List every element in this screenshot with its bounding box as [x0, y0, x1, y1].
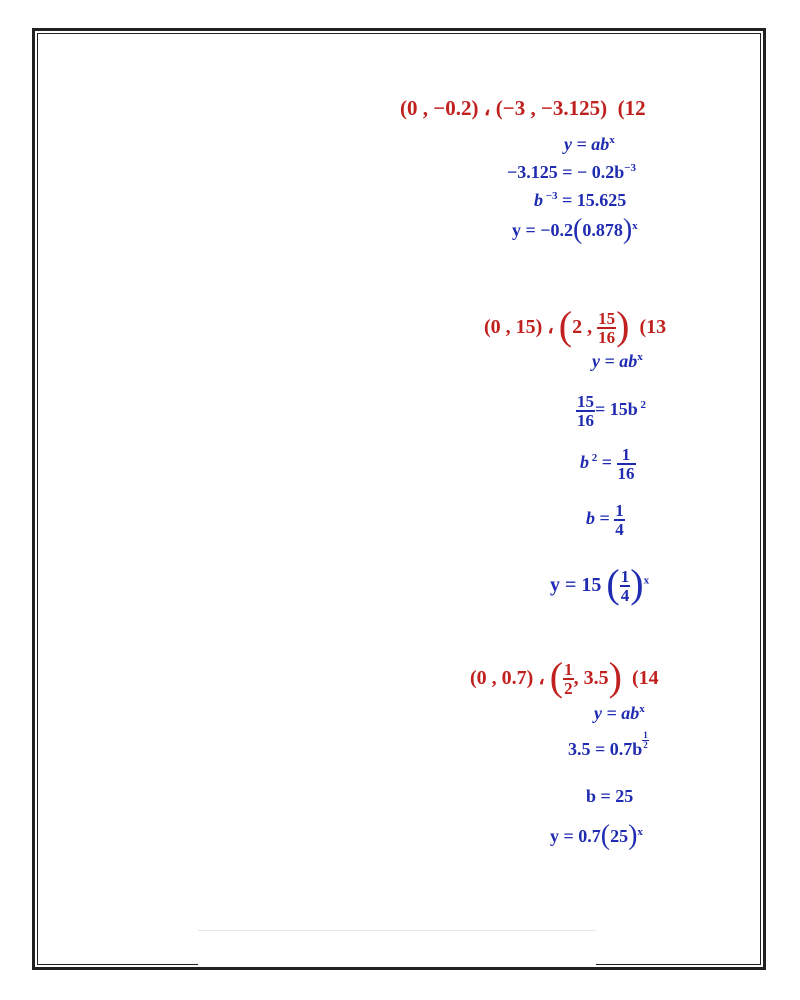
page-border-inner [37, 33, 761, 965]
step-lhs: y [592, 351, 600, 371]
step-eq: = [597, 452, 617, 473]
step-lhs: y [564, 134, 572, 154]
problem-12-header [400, 98, 646, 119]
problem-number: (12 [617, 96, 646, 120]
problem-14-step-3 [586, 787, 633, 805]
step-text: 3.5 = 0.7b [568, 739, 643, 759]
step-rhs: = ab [602, 703, 640, 723]
step-exponent: 2 [637, 399, 647, 412]
problem-14-step-4 [550, 820, 643, 851]
problem-13-step-2 [576, 393, 646, 429]
paren-close: ) [608, 654, 622, 699]
problem-13-step-1 [592, 352, 643, 370]
step-rhs: = 15b [595, 399, 638, 420]
step-exponent: x [637, 351, 643, 363]
point-1: (0 , −0.2) [400, 96, 479, 120]
separator: ، [538, 667, 545, 689]
paren-open: ( [558, 303, 573, 348]
problem-14-step-2 [568, 730, 649, 760]
paren-close: ) [630, 561, 644, 606]
paren-close: ) [622, 214, 633, 245]
footer-blank-strip [198, 930, 596, 967]
step-base: b [580, 452, 589, 473]
step-exponent: x [639, 703, 645, 715]
step-text: y = −0.2 [512, 220, 574, 240]
step-exponent: 2 [589, 452, 598, 465]
step-rhs: = 15.625 [557, 190, 627, 210]
point-1: (0 , 15) [484, 316, 543, 338]
point-1: (0 , 0.7) [470, 667, 534, 689]
step-base: b [534, 190, 543, 210]
step-text: b = 25 [586, 786, 634, 806]
paren-close: ) [616, 303, 630, 348]
problem-12-step-4 [512, 214, 638, 245]
point-2-x: 2 , [572, 316, 593, 338]
problem-12-step-2 [507, 163, 636, 181]
paren-open: ( [600, 820, 611, 851]
paren-close: ) [628, 820, 638, 851]
point-2: (−3 , −3.125) [495, 96, 608, 120]
step-rhs: = ab [600, 351, 638, 371]
problem-13-step-5 [550, 558, 649, 604]
problem-number: (14 [631, 667, 659, 689]
step-exponent-fraction: $\frac{1}{2}$ [643, 730, 648, 751]
problem-13-header [484, 300, 666, 346]
step-text: y = 0.7 [550, 826, 601, 846]
separator: ، [547, 316, 554, 338]
step-exponent: x [637, 826, 643, 838]
step-exponent: −3 [543, 190, 558, 202]
step-fraction: $\frac{1}{16}$ [617, 445, 635, 483]
step-eq: = [595, 508, 615, 529]
step-exponent: x [643, 574, 650, 587]
problem-12-step-1 [564, 135, 615, 153]
paren-open: ( [606, 561, 620, 606]
point-2-x-fraction: $\frac{1}{2}$ [564, 660, 573, 699]
step-exponent: x [609, 134, 615, 146]
step-lhs: y [594, 703, 602, 723]
step-rhs: = ab [572, 134, 610, 154]
step-exponent: −3 [624, 162, 637, 174]
step-text: −3.125 = − 0.2b [507, 162, 625, 182]
problem-13-step-4 [586, 502, 625, 538]
problem-14-step-1 [594, 704, 645, 722]
step-fraction: $\frac{1}{4}$ [620, 567, 630, 606]
problem-13-step-3 [580, 446, 636, 482]
step-inner: 0.878 [582, 220, 623, 240]
step-base: b [586, 508, 595, 529]
paren-open: ( [549, 654, 564, 699]
separator: ، [483, 96, 491, 120]
problem-14-header [470, 651, 659, 697]
point-2-y-fraction: $\frac{15}{16}$ [598, 309, 616, 348]
step-fraction: $\frac{1}{4}$ [615, 501, 624, 539]
step-inner: 25 [610, 826, 629, 846]
problem-number: (13 [639, 316, 667, 338]
step-text: y = 15 [550, 574, 607, 596]
step-fraction: $\frac{15}{16}$ [577, 392, 594, 430]
paren-open: ( [573, 214, 583, 245]
point-2-y: , 3.5 [573, 667, 609, 689]
step-exponent: x [632, 220, 638, 232]
problem-12-step-3 [534, 191, 626, 209]
